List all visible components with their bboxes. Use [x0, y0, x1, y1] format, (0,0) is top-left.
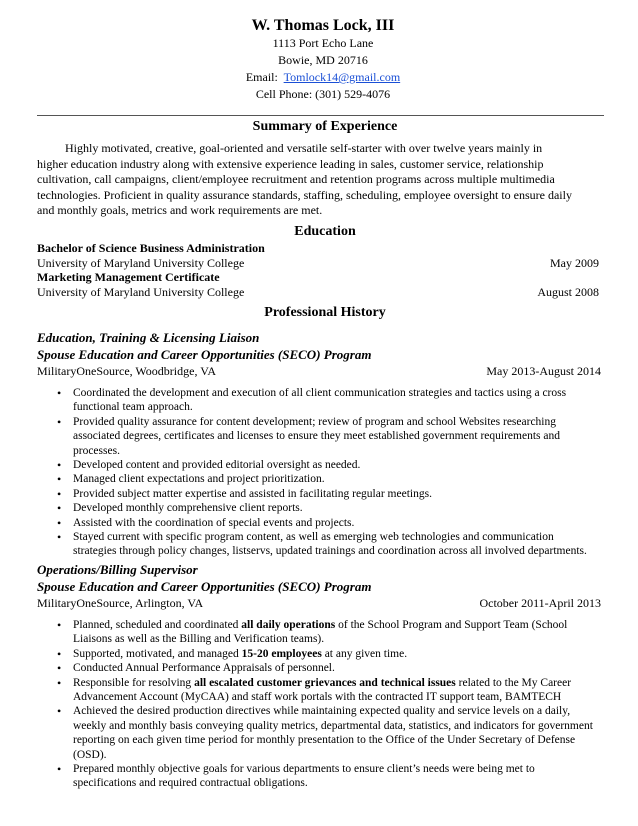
degree-title: Marketing Management Certificate — [37, 270, 220, 284]
bullet-item: • Achieved the desired production directives while maintaining expected quality and service levels on a daily, weekly and monthly basis conveying quality metrics, departmental data, statistics, and indicators for government reporting on each given time period for monthly presentation to the Office of the Under Secretary of Defense (OSD). — [73, 704, 601, 762]
degree-date: August 2008 — [537, 284, 599, 299]
job-program: Spouse Education and Career Opportunities (SECO) Program — [37, 579, 372, 594]
applicant-name: W. Thomas Lock, III — [251, 17, 395, 34]
email-line — [8, 69, 638, 86]
bullet-item: • Responsible for resolving all escalated customer grievances and technical issues related to the My Career Advancement Account (MyCAA) and staff work portals with the contracted IT support team, BAMTECH — [73, 676, 601, 705]
job-title: Education, Training & Licensing Liaison — [37, 330, 260, 345]
degree-date: May 2009 — [550, 255, 599, 270]
job-organization: MilitaryOneSource, Woodbridge, VA — [37, 364, 217, 378]
job-entry — [37, 561, 601, 791]
job-title: Operations/Billing Supervisor — [37, 562, 198, 577]
job-bullets — [37, 618, 601, 791]
resume-header — [0, 16, 638, 103]
bullet-item: • Stayed current with specific program content, as well as emerging web technologies and communication strategies through policy changes, listservs, updated trainings and coordination across all involved departments. — [73, 530, 601, 559]
bullet-item: • Provided subject matter expertise and assisted in facilitating regular meetings. — [73, 487, 601, 501]
bullet-item: • Supported, motivated, and managed 15-20 employees at any given time. — [73, 647, 601, 661]
bullet-item: • Provided quality assurance for content development; review of program and school Websites researching associated degrees, certificates and licenses to ensure they meet established government requirements and processes. — [73, 415, 601, 458]
email-link[interactable]: Tomlock14@gmail.com — [283, 70, 401, 84]
bullet-item: • Coordinated the development and execution of all client communication strategies and tactics using a cross functional team approach. — [73, 386, 601, 415]
summary-line: cultivation, call campaigns, client/employee recruitment and retention programs across multiple multimedia — [37, 172, 555, 186]
bullet-item: • Assisted with the coordination of special events and projects. — [73, 516, 601, 530]
bullet-item: • Developed content and provided editorial oversight as needed. — [73, 458, 601, 472]
job-program: Spouse Education and Career Opportunities (SECO) Program — [37, 347, 372, 362]
bullet-item: • Conducted Annual Performance Appraisals of personnel. — [73, 661, 601, 675]
email-label: Email: — [245, 70, 278, 84]
summary-line: Highly motivated, creative, goal-oriented and versatile self-starter with over twelve years mainly in — [65, 141, 543, 155]
summary-heading: Summary of Experience — [252, 119, 398, 134]
job-dates: October 2011-April 2013 — [479, 596, 601, 610]
education-heading: Education — [294, 224, 356, 239]
job-bullets — [37, 386, 601, 559]
degree-title: Bachelor of Science Business Administration — [37, 241, 265, 255]
job-entry — [37, 329, 601, 559]
bullet-item: • Planned, scheduled and coordinated all daily operations of the School Program and Support Team (School Liaisons as well as the Billing and Verification teams). — [73, 618, 601, 647]
header-divider — [37, 115, 604, 116]
bullet-item: • Prepared monthly objective goals for various departments to ensure client’s needs were being met to specifications and required contractual obligations. — [73, 762, 601, 791]
summary-line: and monthly goals, metrics and work requirements are met. — [37, 203, 323, 217]
summary-line: higher education industry along with extensive experience leading in sales, customer service, relationship — [37, 156, 544, 171]
address-line-2: Bowie, MD 20716 — [278, 53, 368, 67]
bullet-item: • Managed client expectations and project prioritization. — [73, 472, 601, 486]
summary-line: technologies. Proficient in quality assurance standards, staffing, scheduling, employee oversight to ensure daily — [37, 187, 572, 202]
phone-line: Cell Phone: (301) 529-4076 — [255, 87, 391, 101]
address-line-1: 1113 Port Echo Lane — [272, 36, 374, 50]
summary-text — [37, 141, 599, 219]
job-organization: MilitaryOneSource, Arlington, VA — [37, 596, 204, 610]
history-heading: Professional History — [264, 305, 386, 320]
bullet-item: • Developed monthly comprehensive client reports. — [73, 501, 601, 515]
school-name: University of Maryland University College — [37, 284, 245, 299]
education-entry — [37, 241, 599, 299]
school-name: University of Maryland University College — [37, 255, 245, 270]
job-dates: May 2013-August 2014 — [486, 364, 601, 378]
